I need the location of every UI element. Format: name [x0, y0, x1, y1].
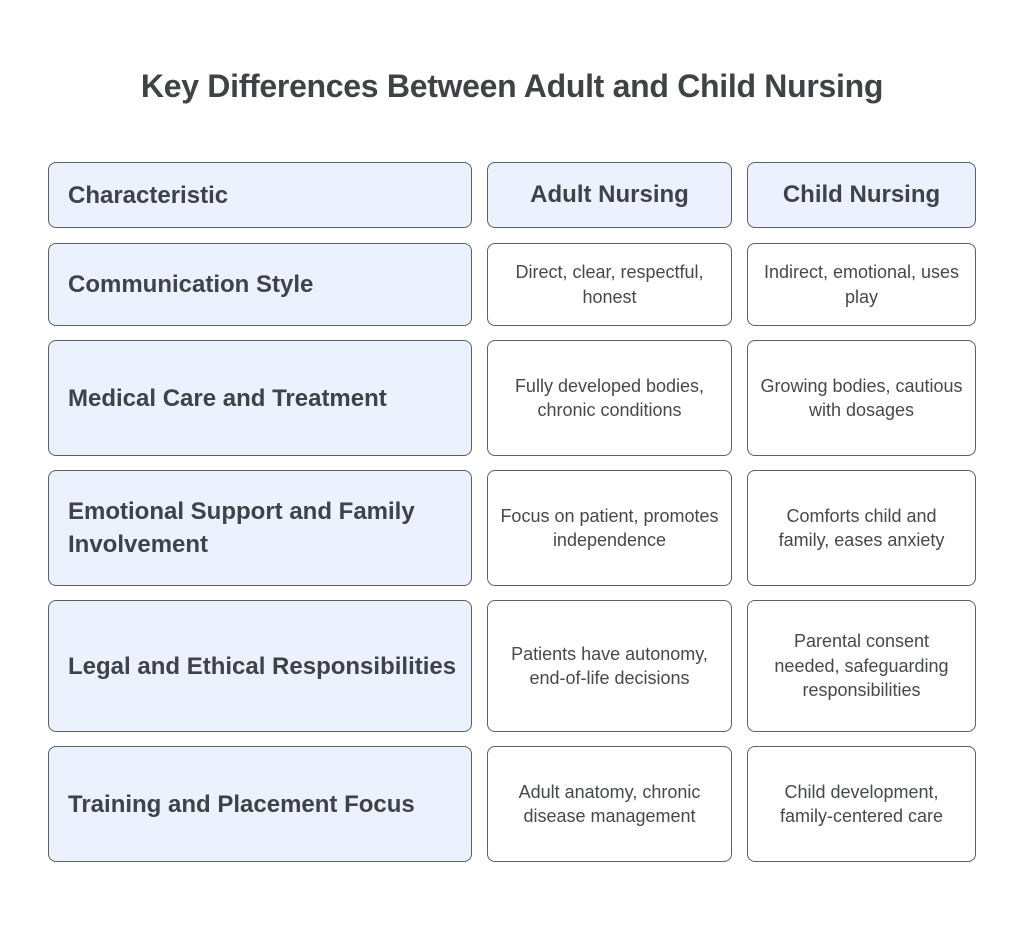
- row-label-legal-ethical: [48, 600, 472, 732]
- child-cell-communication: [747, 243, 976, 326]
- child-cell-legal-ethical: [747, 600, 976, 732]
- child-value: Child development, family-centered care: [779, 781, 944, 826]
- child-cell-training-placement: [747, 746, 976, 862]
- characteristic-label: Medical Care and Treatment: [68, 384, 387, 412]
- header-adult-nursing: [487, 162, 732, 228]
- characteristic-label: Communication Style: [68, 271, 314, 298]
- adult-cell-training-placement: [487, 746, 732, 862]
- header-label: Characteristic: [68, 181, 229, 209]
- child-value: Comforts child and family, eases anxiety: [778, 505, 945, 550]
- row-label-emotional-support: [48, 470, 472, 586]
- header-child-nursing: [747, 162, 976, 228]
- child-cell-medical-care: [747, 340, 976, 456]
- child-cell-emotional-support: [747, 470, 976, 586]
- child-value: Growing bodies, cautious with dosages: [760, 375, 963, 420]
- row-label-training-placement: [48, 746, 472, 862]
- adult-value: Adult anatomy, chronic disease management: [518, 781, 701, 826]
- header-label: Child Nursing: [782, 181, 941, 208]
- characteristic-label: Training and Placement Focus: [68, 790, 415, 818]
- header-characteristic: [48, 162, 472, 228]
- adult-value: Direct, clear, respectful, honest: [515, 262, 704, 307]
- characteristic-label: Legal and Ethical Responsibilities: [68, 652, 457, 680]
- diagram-title: Key Differences Between Adult and Child Nursing: [140, 68, 884, 104]
- adult-cell-medical-care: [487, 340, 732, 456]
- adult-value: Fully developed bodies, chronic conditions: [514, 375, 705, 420]
- child-value: Indirect, emotional, uses play: [763, 262, 960, 307]
- adult-value: Patients have autonomy, end-of-life decisions: [511, 643, 708, 688]
- header-label: Adult Nursing: [530, 181, 689, 208]
- adult-cell-emotional-support: [487, 470, 732, 586]
- child-value: Parental consent needed, safeguarding responsibilities: [774, 631, 949, 701]
- characteristic-label: Emotional Support and Family Involvement: [68, 498, 415, 558]
- row-label-communication: [48, 243, 472, 326]
- adult-cell-communication: [487, 243, 732, 326]
- row-label-medical-care: [48, 340, 472, 456]
- adult-cell-legal-ethical: [487, 600, 732, 732]
- adult-value: Focus on patient, promotes independence: [500, 505, 719, 550]
